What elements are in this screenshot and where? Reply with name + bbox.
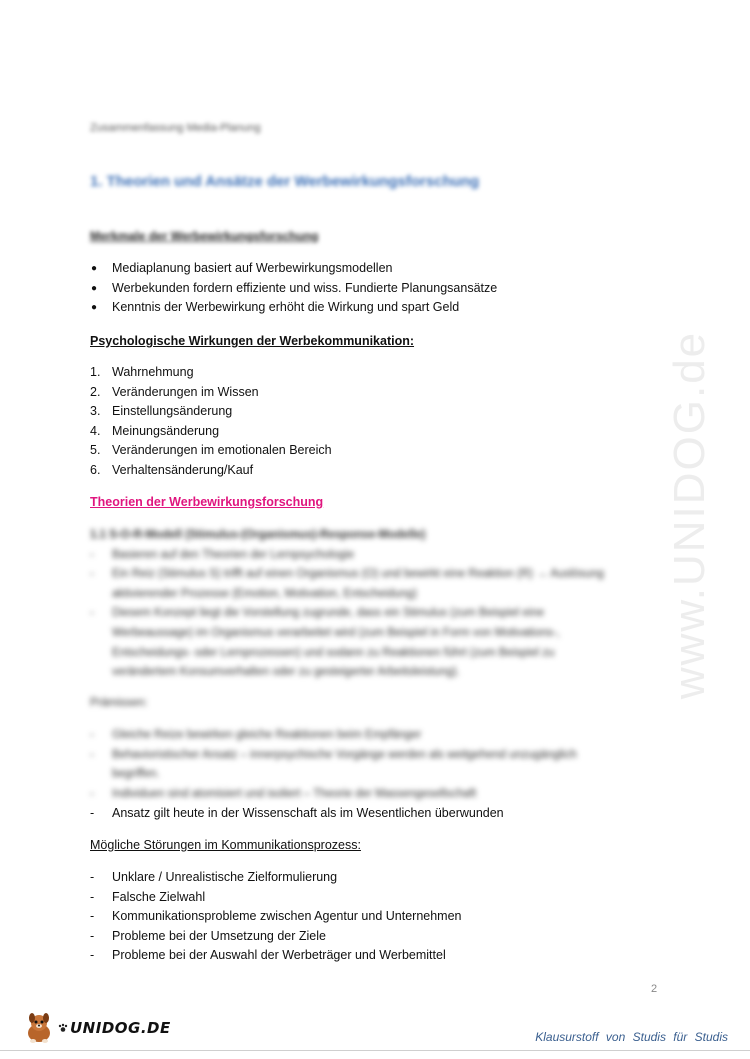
merkmale-list <box>90 259 497 318</box>
list-item <box>90 907 462 927</box>
list-item-text: Wahrnehmung <box>112 365 194 379</box>
list-item <box>90 441 332 461</box>
bullet-icon: ● <box>91 263 98 274</box>
footer-tagline: Klausurstoff von Studis für Studis <box>535 1030 728 1044</box>
list-item <box>90 461 332 481</box>
list-item <box>90 259 497 279</box>
list-item-text: Probleme bei der Auswahl der Werbeträger und Werbemittel <box>112 948 446 963</box>
theorien-heading: Theorien der Werbewirkungsforschung <box>90 495 324 509</box>
praemissen-heading: Prämissen: <box>90 697 148 709</box>
list-item <box>90 422 332 442</box>
list-item <box>90 402 332 422</box>
praemissen-list <box>90 726 650 804</box>
list-item-text: Werbekunden fordern effiziente und wiss. Fundierte Planungsansätze <box>112 280 498 295</box>
list-item <box>90 888 462 908</box>
logo-text: UNIDOG.DE <box>70 1019 171 1037</box>
list-item-text: Unklare / Unrealistische Zielformulierung <box>112 870 338 884</box>
stoerungen-heading: Mögliche Störungen im Kommunikationsprozess: <box>90 838 361 852</box>
dash-marker: - <box>90 948 95 963</box>
list-item-text: Veränderungen im emotionalen Bereich <box>112 443 332 458</box>
paw-icon <box>58 1023 68 1033</box>
list-item <box>90 804 504 824</box>
text-line: aktivierender Prozesse (Emotion, Motivation, Entscheidung) <box>112 587 417 600</box>
list-number: 4. <box>90 423 101 438</box>
list-item-text: Einstellungsänderung <box>112 404 233 419</box>
dash-marker: - <box>90 889 95 904</box>
list-item <box>90 363 332 383</box>
text-line: verändertem Konsumverhalten oder zu gesteigerter Arbeitsleistung). <box>112 666 460 679</box>
text-line: Werbeaussage) im Organismus verarbeitet wird (zum Beispiel in Form von Motivations-, <box>112 626 560 639</box>
list-number: 1. <box>90 365 101 379</box>
psycho-heading: Psychologische Wirkungen der Werbekommunikation: <box>90 334 415 348</box>
dash-marker: - <box>90 870 95 884</box>
text-line: Entscheidungs- oder Lernprozessen) und sodann zu Reaktionen führt (zum Beispiel zu <box>112 646 555 659</box>
list-item-text: Falsche Zielwahl <box>112 889 206 904</box>
list-item-text: Verhaltensänderung/Kauf <box>112 462 254 477</box>
list-item-text: Meinungsänderung <box>112 423 220 438</box>
document-header-title: Zusammenfassung Media-Planung <box>90 122 261 134</box>
list-item-text: Veränderungen im Wissen <box>112 384 259 399</box>
sor-heading: 1.1 S-O-R-Modell (Stimulus-(Organismus)-Response-Modelle) <box>90 529 426 541</box>
text-line: begriffen. <box>112 768 160 781</box>
text-line: - Gleiche Reize bewirken gleiche Reaktionen beim Empfänger <box>90 729 422 741</box>
list-item <box>90 279 497 299</box>
list-item-text: Kenntnis der Werbewirkung erhöht die Wirkung und spart Geld <box>112 300 460 315</box>
text-line: - Basieren auf den Theorien der Lernpsychologie <box>90 548 355 561</box>
sor-section <box>90 526 650 683</box>
bullet-icon: ● <box>91 282 98 294</box>
text-line: - Behavioristischer Ansatz – innerpsychische Vorgänge werden als weitgehend unzugänglich <box>90 748 577 761</box>
unidog-logo <box>22 1010 171 1046</box>
text-line: - Diesem Konzept liegt die Vorstellung zugrunde, dass ein Stimulus (zum Beispiel eine <box>90 607 545 620</box>
text-line: - Individuen sind atomisiert und isoliert – Theorie der Massengesellschaft <box>90 787 477 800</box>
list-item <box>90 383 332 403</box>
stoerungen-list <box>90 868 462 966</box>
list-item-text: Probleme bei der Umsetzung der Ziele <box>112 928 326 943</box>
list-number: 2. <box>90 384 101 399</box>
list-item-text: Mediaplanung basiert auf Werbewirkungsmodellen <box>112 261 393 275</box>
list-number: 5. <box>90 443 101 458</box>
list-item <box>90 946 462 966</box>
merkmale-heading: Merkmale der Werbewirkungsforschung <box>90 229 319 243</box>
text-line: - Ein Reiz (Stimulus S) trifft auf einen Organismus (O) und bewirkt eine Reaktion (R) → Auslösung <box>90 568 604 581</box>
list-item <box>90 927 462 947</box>
praemissen-section <box>90 694 650 714</box>
list-number: 6. <box>90 462 101 477</box>
psycho-list <box>90 363 332 481</box>
dash-marker: - <box>90 928 95 943</box>
list-item <box>90 868 462 888</box>
bullet-icon: ● <box>91 302 98 314</box>
footer-divider <box>0 1050 750 1051</box>
chapter-heading: 1. Theorien und Ansätze der Werbewirkungsforschung <box>90 173 480 190</box>
ansatz-line <box>90 804 504 824</box>
dash-marker: - <box>90 909 95 924</box>
list-number: 3. <box>90 404 101 419</box>
page-number: 2 <box>651 983 658 995</box>
watermark <box>660 280 720 750</box>
list-item <box>90 298 497 318</box>
dash-marker: - <box>90 806 95 820</box>
dog-icon <box>22 1011 56 1045</box>
watermark-text: www.UNIDOG.de <box>665 330 715 700</box>
list-item-text: Ansatz gilt heute in der Wissenschaft als im Wesentlichen überwunden <box>112 806 504 820</box>
list-item-text: Kommunikationsprobleme zwischen Agentur und Unternehmen <box>112 909 462 924</box>
